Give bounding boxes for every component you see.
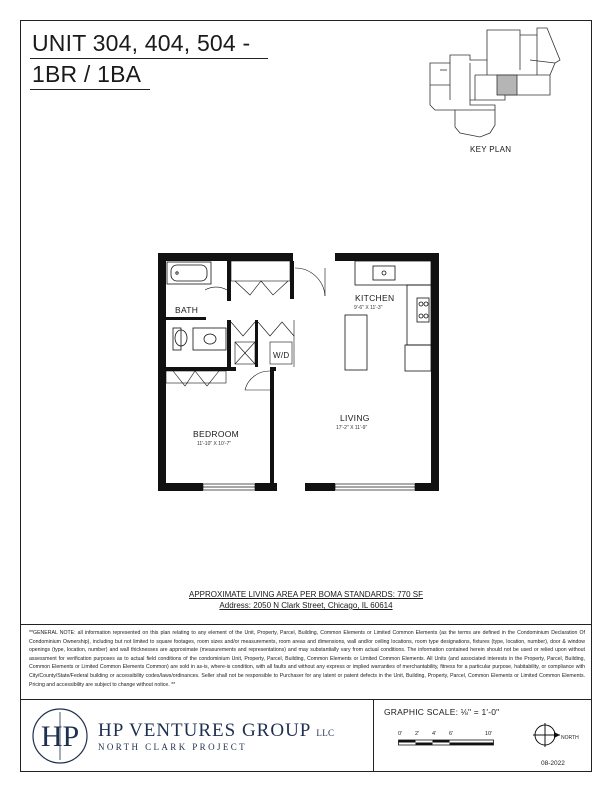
scale-tick: 0' <box>398 731 403 737</box>
refrigerator <box>405 345 431 371</box>
interior-wall <box>270 371 274 483</box>
interior-wall <box>166 317 206 320</box>
toilet <box>173 328 181 350</box>
kitchen-sink <box>373 266 395 280</box>
bath-vanity <box>193 328 226 350</box>
logo-monogram: HP <box>40 720 80 753</box>
room-label-kitchen: KITCHEN <box>355 293 395 303</box>
boma-area: APPROXIMATE LIVING AREA PER BOMA STANDARDS: 770 SF <box>189 590 423 599</box>
plan-date: 08-2022 <box>541 760 565 767</box>
unit-type: 1BR / 1BA <box>32 61 142 87</box>
title-underline <box>30 58 268 59</box>
range <box>417 298 429 322</box>
exterior-wall <box>158 253 293 261</box>
exterior-wall <box>255 483 277 491</box>
exterior-wall <box>415 483 439 491</box>
general-note: **GENERAL NOTE: all information represented on this plan relating to any element of the Unit, Property, Parcel, Building, Common Elements or Limited Common Elements (as the terms are defined in the Condominium Declaration Of Condominium Ownership), including but not limited to square footages, room sizes and/or measurements, room areas and dimensions, wall and/or ceiling locations, room type designations, fixtures (type, location, number), door & window openings (type, location, number) and wall thicknesses are approximate (measurements and representations) and may substantially vary from actual conditions. The information contained herein should not be used or relied upon without assessment for verification purposes as to actual field conditions of the condominium Unit, Property, Parcel, Building, Common Elements or Limited Common Elements. All Units (and associated interests in the Property, Parcel, Building, Common Elements or Limited Common Elements Common) are sold in as-is, where-is condition, with all faults and without any express or implied warranties of merchantability, fitness for a particular purpose, habitability, or compliance with City/County/State/Federal building or accessibility codes/laws/ordinances. Seller shall not be responsible to Purchaser for any latent or patent defects in the Unit, Building, Property, Parcel, Common Elements or Limited Common Elements. Pricing and accessibility are subject to change without notice. ** <box>29 630 585 688</box>
room-label-wd: W/D <box>273 351 290 360</box>
scale-tick: 4' <box>432 731 437 737</box>
scale-tick: 2' <box>415 731 420 737</box>
hp-monogram-logo <box>30 706 90 766</box>
exterior-wall <box>431 253 439 491</box>
floor-plan <box>155 250 445 495</box>
room-dims-kitchen: 9'-6" X 11'-3" <box>354 305 383 311</box>
scale-tick: 10' <box>485 731 493 737</box>
room-dims-living: 17'-2" X 11'-9" <box>336 425 368 431</box>
room-label-bedroom: BEDROOM <box>193 429 240 439</box>
interior-wall <box>166 367 236 371</box>
room-label-bath: BATH <box>175 305 199 315</box>
exterior-wall <box>158 483 203 491</box>
interior-wall <box>270 367 276 371</box>
north-arrow-icon <box>532 722 562 748</box>
kitchen-counter <box>355 261 431 285</box>
exterior-wall <box>335 253 439 261</box>
key-plan-label: KEY PLAN <box>470 145 512 154</box>
company-name: HP VENTURES GROUP LLC <box>98 720 335 741</box>
room-dims-bedroom: 11'-10" X 10'-7" <box>197 441 231 447</box>
project-name: NORTH CLARK PROJECT <box>98 742 248 752</box>
interior-wall <box>290 261 294 299</box>
north-label: NORTH <box>561 735 579 741</box>
interior-wall <box>227 320 231 367</box>
exterior-wall <box>305 483 335 491</box>
graphic-scale-label: GRAPHIC SCALE: ⅛" = 1'-0" <box>384 707 500 717</box>
exterior-wall <box>158 253 166 491</box>
room-label-living: LIVING <box>340 413 370 423</box>
title-underline <box>30 89 150 90</box>
interior-wall <box>255 320 258 367</box>
key-plan-diagram <box>425 25 570 140</box>
scale-tick: 6' <box>449 731 454 737</box>
unit-title: UNIT 304, 404, 504 - <box>32 30 251 56</box>
graphic-scale-bar <box>398 739 494 747</box>
interior-wall <box>227 261 231 301</box>
kitchen-island <box>345 315 367 370</box>
address: Address: 2050 N Clark Street, Chicago, IL 60614 <box>219 601 393 610</box>
